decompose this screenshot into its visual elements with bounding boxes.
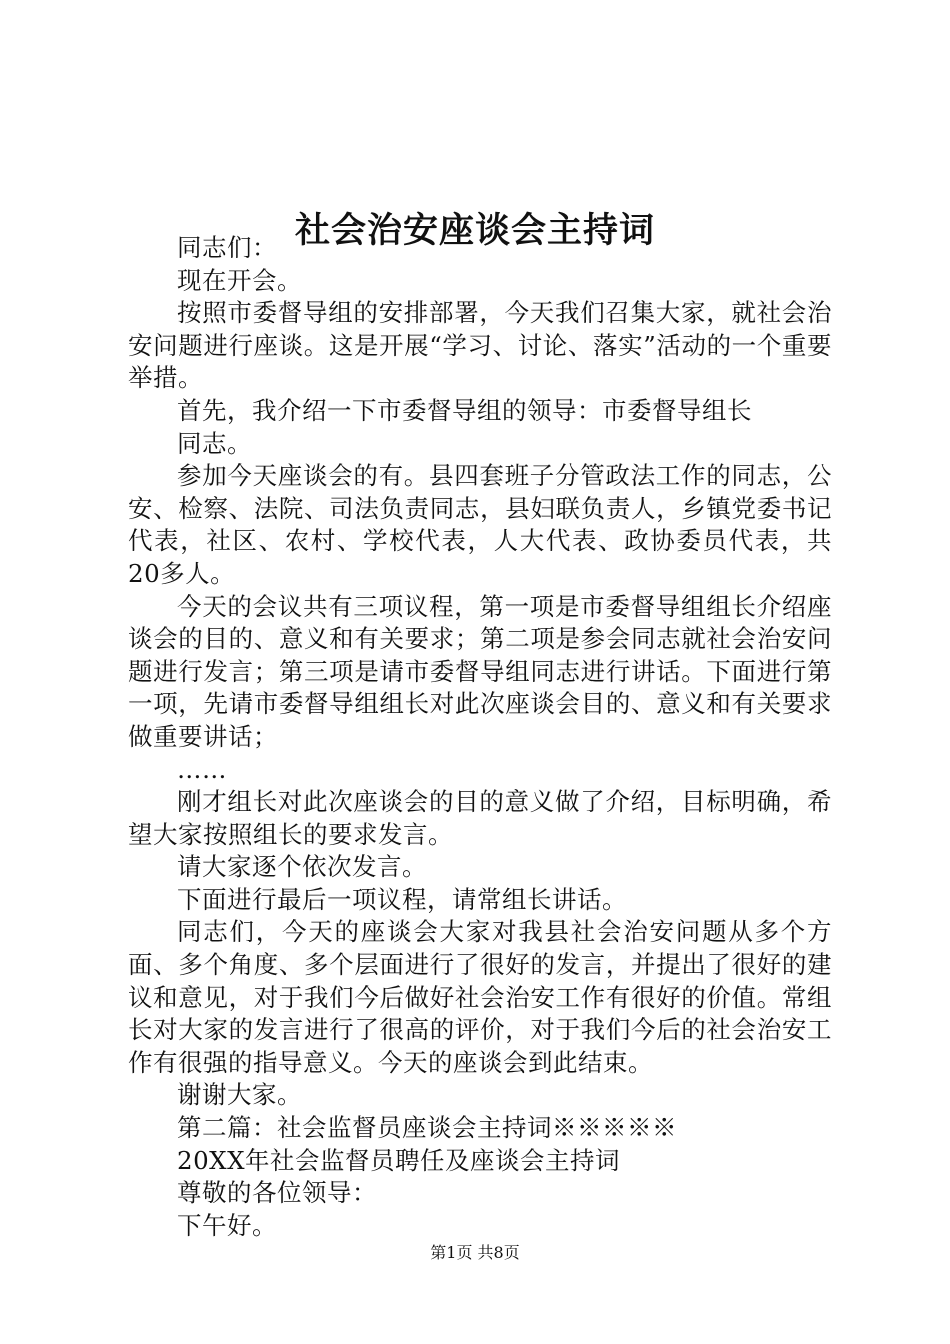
document-body — [128, 232, 832, 1242]
paragraph: 刚才组长对此次座谈会的目的意义做了介绍，目标明确，希望大家按照组长的要求发言。 — [128, 787, 832, 849]
paragraph: 20XX年社会监督员聘任及座谈会主持词 — [177, 1145, 621, 1175]
paragraph: 尊敬的各位领导： — [177, 1178, 377, 1208]
paragraph: 谢谢大家。 — [177, 1080, 302, 1110]
paragraph: 第二篇：社会监督员座谈会主持词※※※※※ — [177, 1113, 677, 1143]
paragraph: 下面进行最后一项议程，请常组长讲话。 — [177, 884, 627, 914]
paragraph: 现在开会。 — [177, 265, 302, 295]
page-number-footer: 第1页 共8页 — [430, 1243, 520, 1262]
document-title: 社会治安座谈会主持词 — [294, 210, 655, 252]
paragraph: 同志。 — [177, 428, 252, 458]
paragraph: 首先，我介绍一下市委督导组的领导：市委督导组长 — [177, 395, 752, 425]
paragraph: 参加今天座谈会的有。县四套班子分管政法工作的同志，公安、检察、法院、司法负责同志，县妇联负责人，乡镇党委书记代表，社区、农村、学校代表，人大代表、政协委员代表，共20多人。 — [128, 461, 832, 588]
paragraph: 请大家逐个依次发言。 — [177, 852, 427, 882]
paragraph: 同志们，今天的座谈会大家对我县社会治安问题从多个方面、多个角度、多个层面进行了很好的发言，并提出了很好的建议和意见，对于我们今后做好社会治安工作有很好的价值。常组长对大家的发言进行了很高的评价，对于我们今后的社会治安工作有很强的指导意义。今天的座谈会到此结束。 — [128, 917, 832, 1077]
paragraph: 同志们： — [177, 233, 277, 262]
paragraph: 下午好。 — [177, 1210, 277, 1240]
paragraph: 按照市委督导组的安排部署，今天我们召集大家，就社会治安问题进行座谈。这是开展“学习、讨论、落实”活动的一个重要举措。 — [128, 298, 832, 393]
paragraph: 今天的会议共有三项议程，第一项是市委督导组组长介绍座谈会的目的、意义和有关要求；第二项是参会同志就社会治安问题进行发言；第三项是请市委督导组同志进行讲话。下面进行第一项，先请市委督导组组长对此次座谈会目的、意义和有关要求做重要讲话； — [128, 591, 832, 751]
paragraph: …… — [177, 754, 227, 784]
